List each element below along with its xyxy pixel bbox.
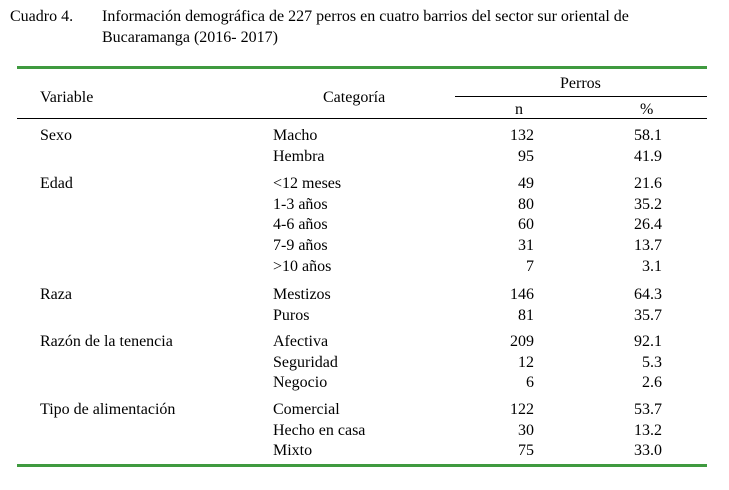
count-cell: 80	[518, 196, 534, 213]
variable-label: Raza	[40, 286, 72, 303]
percent-cell: 53.7	[634, 401, 662, 418]
count-cell: 146	[510, 286, 534, 303]
count-cell: 31	[518, 237, 534, 254]
count-cell: 6	[526, 374, 534, 391]
category-cell: >10 años	[273, 258, 332, 275]
category-cell: Comercial	[273, 401, 340, 418]
percent-cell: 92.1	[634, 333, 662, 350]
percent-cell: 5.3	[642, 354, 662, 371]
category-cell: Seguridad	[273, 354, 338, 371]
variable-label: Razón de la tenencia	[40, 333, 173, 350]
category-cell: Puros	[273, 307, 310, 324]
header-bottom-rule	[17, 118, 707, 119]
count-cell: 12	[518, 354, 534, 371]
category-cell: 1-3 años	[273, 196, 328, 213]
percent-cell: 35.2	[634, 196, 662, 213]
percent-cell: 21.6	[634, 175, 662, 192]
perros-spanner-rule	[455, 96, 707, 97]
percent-cell: 58.1	[634, 127, 662, 144]
caption-label: Cuadro 4.	[10, 8, 74, 25]
percent-cell: 64.3	[634, 286, 662, 303]
percent-cell: 3.1	[642, 258, 662, 275]
count-cell: 95	[518, 148, 534, 165]
category-cell: Macho	[273, 127, 318, 144]
category-cell: 4-6 años	[273, 216, 328, 233]
variable-label: Sexo	[40, 127, 72, 144]
category-cell: Mestizos	[273, 286, 331, 303]
percent-cell: 13.2	[634, 422, 662, 439]
count-cell: 60	[518, 216, 534, 233]
percent-cell: 35.7	[634, 307, 662, 324]
count-cell: 132	[510, 127, 534, 144]
category-cell: Hecho en casa	[273, 422, 366, 439]
category-cell: Mixto	[273, 442, 313, 459]
category-cell: Negocio	[273, 374, 328, 391]
count-cell: 81	[518, 307, 534, 324]
percent-cell: 26.4	[634, 216, 662, 233]
table-top-rule	[17, 66, 707, 69]
category-cell: Afectiva	[273, 333, 329, 350]
category-cell: 7-9 años	[273, 237, 328, 254]
percent-cell: 41.9	[634, 148, 662, 165]
header-percent: %	[640, 101, 654, 118]
variable-label: Edad	[40, 175, 73, 192]
table-bottom-rule	[17, 464, 707, 467]
category-cell: <12 meses	[273, 175, 342, 192]
header-perros: Perros	[560, 75, 601, 92]
percent-cell: 33.0	[634, 442, 662, 459]
count-cell: 209	[510, 333, 534, 350]
caption-title: Información demográfica de 227 perros en cuatro barrios del sector sur oriental de	[102, 8, 629, 25]
count-cell: 75	[518, 442, 534, 459]
percent-cell: 2.6	[642, 374, 662, 391]
count-cell: 122	[510, 401, 534, 418]
header-categoria: Categoría	[323, 89, 386, 106]
category-cell: Hembra	[273, 148, 325, 165]
count-cell: 49	[518, 175, 534, 192]
header-variable: Variable	[40, 89, 94, 106]
percent-cell: 13.7	[634, 237, 662, 254]
caption-title-continued: Bucaramanga (2016- 2017)	[102, 29, 278, 46]
header-n: n	[515, 101, 523, 118]
count-cell: 7	[526, 258, 534, 275]
caption-line-1	[10, 6, 720, 27]
table-caption	[10, 6, 720, 48]
variable-label: Tipo de alimentación	[40, 401, 176, 418]
count-cell: 30	[518, 422, 534, 439]
